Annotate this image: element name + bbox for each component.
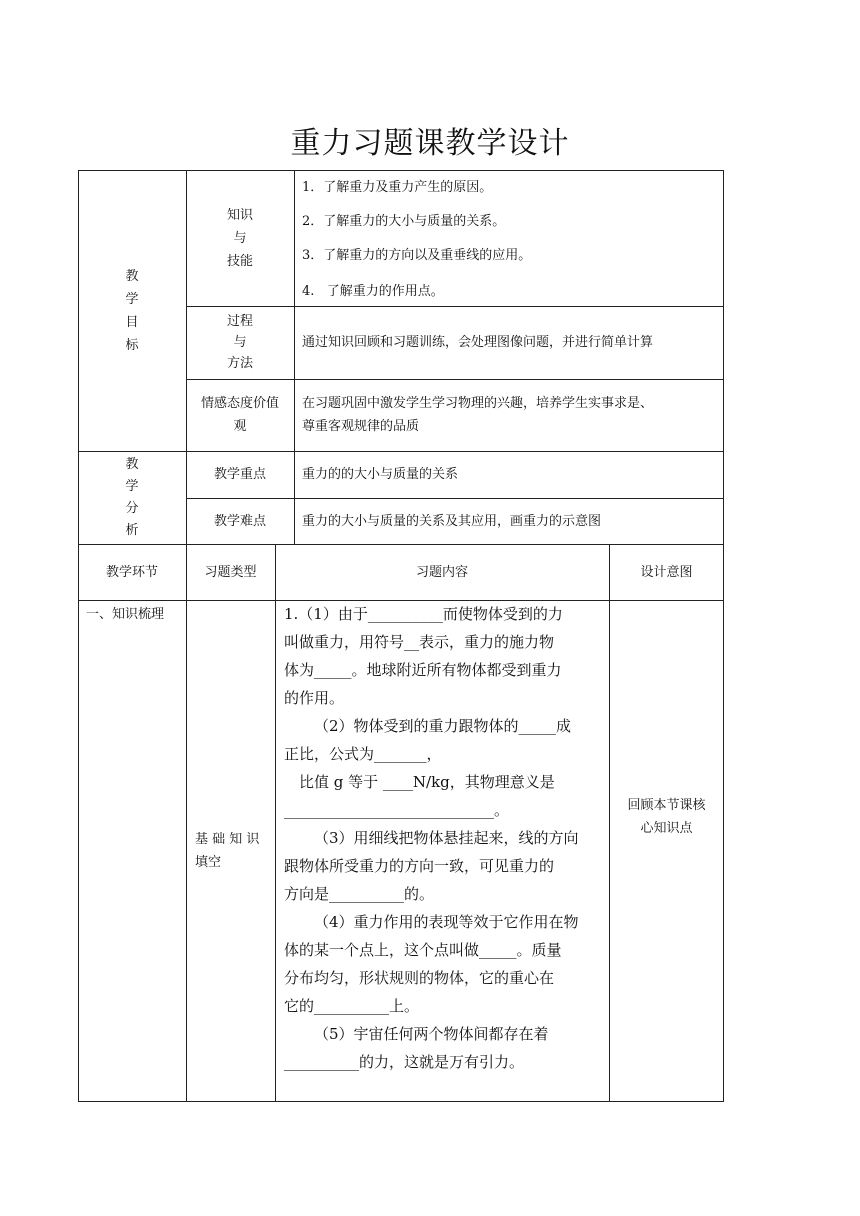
exercise-line: 它的__________上。: [284, 997, 420, 1015]
exercise-line: 体为_____。地球附近所有物体都受到重力: [284, 661, 562, 679]
knowledge-item: 3．了解重力的方向以及重垂线的应用。: [302, 248, 532, 263]
process-label-line: 与: [233, 335, 247, 350]
exercise-line: 的作用。: [284, 689, 345, 707]
column-header-stage: 教学环节: [105, 564, 158, 580]
column-header-content: 习题内容: [415, 564, 468, 580]
exercise-line: 体的某一个点上，这个点叫做_____。质量: [284, 941, 562, 959]
emotion-label-line: 观: [233, 419, 247, 434]
emotion-text: [302, 379, 722, 451]
exercise-line: （4）重力作用的表现等效于它作用在物: [314, 913, 579, 931]
exercise-content: [284, 600, 602, 1076]
exercise-line: 比值 g 等于 ____N/kg，其物理意义是: [299, 773, 555, 791]
exercise-line: （3）用细线把物体悬挂起来，线的方向: [314, 829, 579, 847]
exercise-line: 分布均匀，形状规则的物体，它的重心在: [284, 969, 555, 987]
exercise-line: 正比，公式为_______，: [284, 745, 442, 763]
exercise-line: （2）物体受到的重力跟物体的_____成: [314, 717, 572, 735]
document-title: 重力习题课教学设计: [290, 126, 570, 161]
knowledge-label-line: 技能: [226, 253, 253, 269]
emotion-label-line: 情感态度价值: [200, 396, 279, 411]
process-label: [186, 306, 294, 379]
stage-cell: 一、知识梳理: [86, 607, 165, 622]
knowledge-label-line: 与: [233, 230, 247, 246]
analysis-header-char: 分: [125, 500, 139, 516]
exercise-line: （5）宇宙任何两个物体间都存在着: [314, 1025, 549, 1043]
knowledge-item: 1．了解重力及重力产生的原因。: [302, 180, 493, 195]
analysis-header-char: 教: [125, 456, 139, 472]
exercise-line: 跟物体所受重力的方向一致，可见重力的: [284, 857, 555, 875]
design-intent-line: 心知识点: [640, 821, 693, 836]
design-intent-cell: [609, 600, 724, 1034]
process-label-line: 过程: [226, 314, 253, 329]
column-divider: [294, 170, 295, 544]
analysis-header-char: 学: [125, 478, 139, 494]
key-point-label: 教学重点: [213, 467, 266, 482]
exercise-type-line: 基 础 知 识: [195, 832, 260, 847]
difficulty-text: 重力的大小与质量的关系及其应用，画重力的示意图: [302, 513, 602, 529]
process-label-line: 方法: [226, 356, 253, 371]
exercise-line: ____________________________。: [284, 801, 510, 819]
emotion-text-line: 在习题巩固中激发学生学习物理的兴趣，培养学生实事求是、: [302, 396, 654, 411]
column-header-intent: 设计意图: [640, 564, 693, 580]
exercise-line: 方向是__________的。: [284, 885, 435, 903]
exercise-line: __________的力，这就是万有引力。: [284, 1053, 525, 1071]
objectives-header-char: 学: [125, 291, 139, 307]
knowledge-label-line: 知识: [226, 207, 253, 223]
knowledge-item: 2．了解重力的大小与质量的关系。: [302, 214, 506, 229]
emotion-label: [186, 379, 294, 451]
objectives-header-char: 教: [125, 268, 139, 284]
process-text: 通过知识回顾和习题训练，会处理图像问题，并进行简单计算: [302, 335, 654, 350]
exercise-type-line: 填空: [195, 855, 222, 870]
analysis-header-char: 析: [125, 522, 139, 538]
difficulty-label: 教学难点: [213, 513, 266, 529]
knowledge-item: 4. 了解重力的作用点。: [302, 284, 444, 299]
objectives-header-char: 目: [125, 314, 139, 330]
objectives-header-char: 标: [125, 337, 139, 353]
exercise-line: 叫做重力，用符号__表示，重力的施力物: [284, 633, 555, 651]
column-divider: [275, 544, 276, 1102]
knowledge-label: [186, 170, 294, 306]
analysis-header: [78, 451, 186, 544]
key-point-text: 重力的的大小与质量的关系: [302, 467, 459, 482]
design-intent-line: 回顾本节课核: [627, 798, 706, 813]
exercise-type-cell: [195, 828, 259, 874]
emotion-text-line: 尊重客观规律的品质: [302, 419, 420, 434]
column-divider: [186, 544, 187, 1102]
objectives-header: [78, 170, 186, 451]
exercise-line: 1.（1）由于__________而使物体受到的力: [284, 605, 563, 623]
column-header-type: 习题类型: [204, 564, 257, 580]
